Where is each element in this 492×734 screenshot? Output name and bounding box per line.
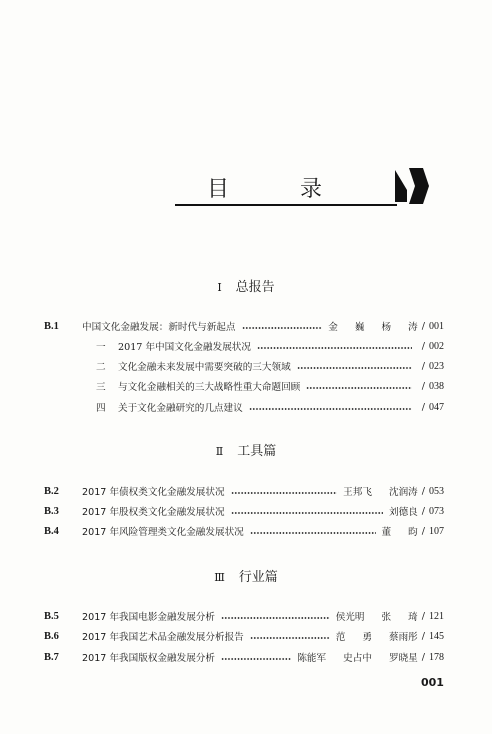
entry-page: 178 <box>429 651 444 663</box>
entry-page: 107 <box>429 525 444 537</box>
toc-entry-b3[interactable] <box>44 502 444 520</box>
entry-authors: 陈能军 史占中 罗晓星 <box>297 653 418 664</box>
page-separator: / <box>421 485 425 497</box>
toc-entry-b1-2[interactable] <box>96 357 444 375</box>
leader-dots <box>231 492 338 494</box>
leader-dots <box>250 532 376 534</box>
toc-entry-b6[interactable] <box>44 627 444 645</box>
page-separator: / <box>421 610 425 622</box>
leader-dots <box>231 512 383 514</box>
entry-page: 047 <box>429 401 444 413</box>
entry-code: 二 <box>96 362 106 373</box>
entry-code: 三 <box>96 382 106 393</box>
page-separator: / <box>421 380 425 392</box>
entry-authors: 董 昀 <box>381 527 418 538</box>
entry-page: 073 <box>429 505 444 517</box>
entry-page: 145 <box>429 630 444 642</box>
toc-entry-b1-3[interactable] <box>96 377 444 395</box>
toc-entry-b2[interactable] <box>44 482 444 500</box>
part-heading-2 <box>0 440 492 459</box>
entry-title: 2017 年债权类文化金融发展状况 <box>82 487 225 498</box>
entry-title: 2017 年中国文化金融发展状况 <box>118 342 251 353</box>
entry-code: B.2 <box>44 485 59 497</box>
part-number: Ⅰ <box>217 281 222 294</box>
leader-dots <box>257 347 412 349</box>
page-separator: / <box>421 320 425 332</box>
entry-page: 053 <box>429 485 444 497</box>
entry-authors: 刘德良 <box>388 507 418 518</box>
part-heading-1 <box>0 276 492 295</box>
entry-title: 中国文化金融发展：新时代与新起点 <box>82 322 236 333</box>
entry-code: B.7 <box>44 651 59 663</box>
entry-code: B.5 <box>44 610 59 622</box>
part-name: 工具篇 <box>237 444 277 459</box>
entry-page: 038 <box>429 380 444 392</box>
leader-dots <box>221 658 291 660</box>
part-number: Ⅲ <box>214 571 225 584</box>
entry-page: 001 <box>429 320 444 332</box>
title-block <box>175 160 435 220</box>
leader-dots <box>249 408 412 410</box>
page-title: 目 录 <box>207 177 354 202</box>
entry-title: 2017 年我国艺术品金融发展分析报告 <box>82 632 244 643</box>
title-rule <box>175 204 397 206</box>
entry-authors: 侯光明 张 琦 <box>335 612 418 623</box>
entry-title: 文化金融未来发展中需要突破的三大领域 <box>118 362 291 373</box>
leader-dots <box>242 327 323 329</box>
toc-entry-b1[interactable] <box>44 317 444 335</box>
entry-page: 121 <box>429 610 444 622</box>
entry-authors: 范 勇 蔡雨彤 <box>335 632 418 643</box>
toc-entry-b1-1[interactable] <box>96 337 444 355</box>
leader-dots <box>221 617 330 619</box>
page-separator: / <box>421 651 425 663</box>
entry-title: 2017 年股权类文化金融发展状况 <box>82 507 225 518</box>
part-heading-3 <box>0 566 492 585</box>
page-separator: / <box>421 630 425 642</box>
entry-title: 2017 年我国电影金融发展分析 <box>82 612 215 623</box>
page-separator: / <box>421 401 425 413</box>
page-separator: / <box>421 340 425 352</box>
toc-entry-b7[interactable] <box>44 648 444 666</box>
page-separator: / <box>421 525 425 537</box>
entry-code: B.6 <box>44 630 59 642</box>
toc-entry-b5[interactable] <box>44 607 444 625</box>
page-number: 001 <box>421 676 444 689</box>
leader-dots <box>297 367 412 369</box>
entry-code: B.4 <box>44 525 59 537</box>
entry-title: 2017 年我国版权金融发展分析 <box>82 653 215 664</box>
entry-title: 2017 年风险管理类文化金融发展状况 <box>82 527 244 538</box>
part-name: 总报告 <box>235 280 275 295</box>
page-separator: / <box>421 360 425 372</box>
entry-authors: 金 巍 杨 涛 <box>328 322 418 333</box>
entry-page: 023 <box>429 360 444 372</box>
entry-page: 002 <box>429 340 444 352</box>
entry-title: 关于文化金融研究的几点建议 <box>118 403 243 414</box>
toc-entry-b1-4[interactable] <box>96 398 444 416</box>
entry-title: 与文化金融相关的三大战略性重大命题回顾 <box>118 382 301 393</box>
entry-code: B.3 <box>44 505 59 517</box>
entry-code: 一 <box>96 342 106 353</box>
publisher-logo-icon <box>393 164 431 208</box>
entry-code: 四 <box>96 403 106 414</box>
entry-authors: 王邦飞 沈润涛 <box>343 487 418 498</box>
entry-code: B.1 <box>44 320 59 332</box>
part-name: 行业篇 <box>238 570 278 585</box>
toc-entry-b4[interactable] <box>44 522 444 540</box>
page-separator: / <box>421 505 425 517</box>
leader-dots <box>306 387 411 389</box>
leader-dots <box>250 637 330 639</box>
part-number: Ⅱ <box>215 445 224 458</box>
